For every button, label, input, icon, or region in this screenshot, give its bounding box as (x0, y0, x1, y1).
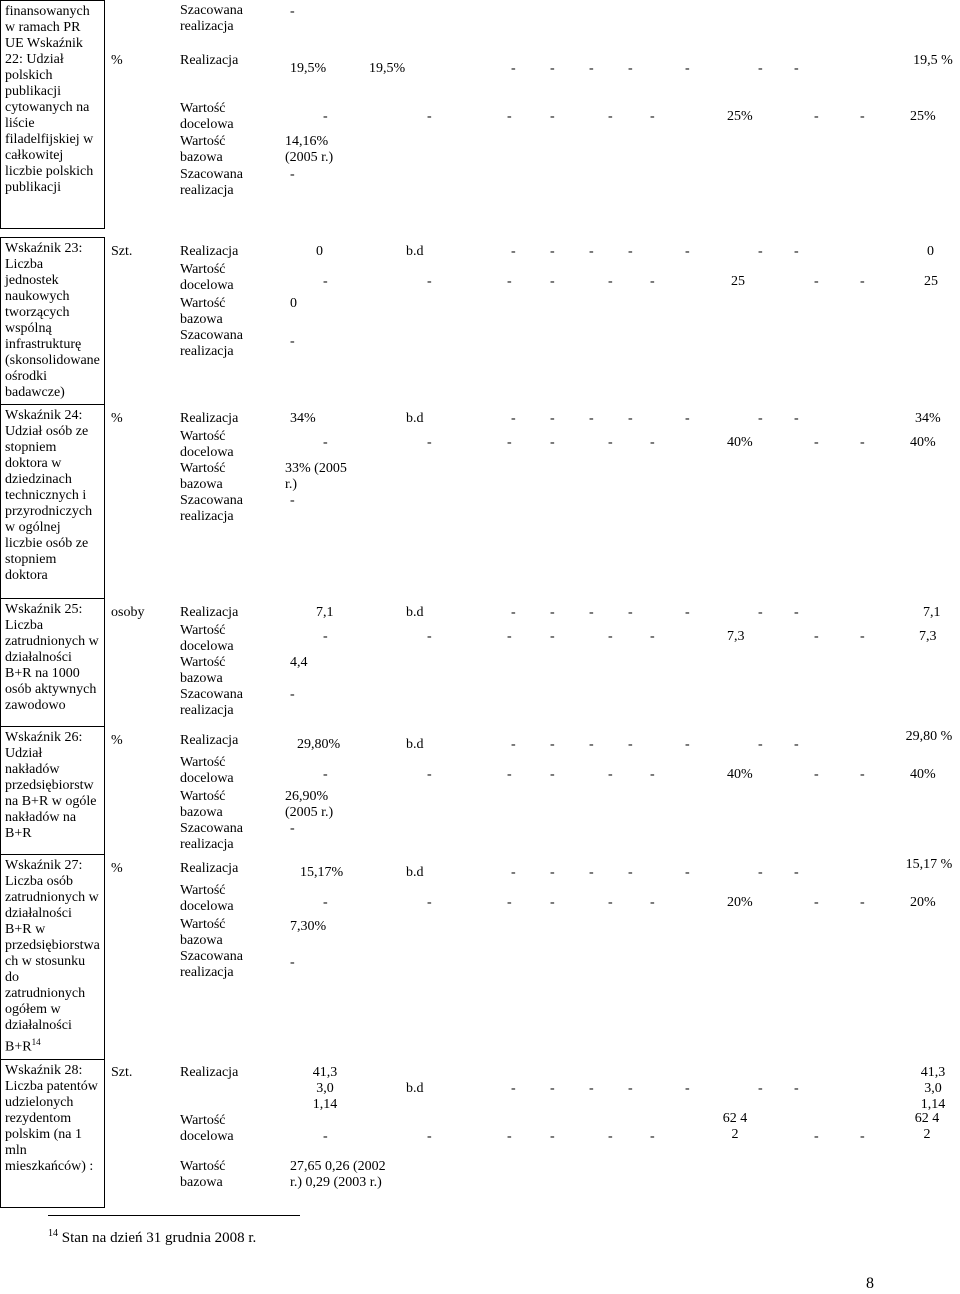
indicator-26-row1-cells: - - - - - - 40% - - (323, 766, 865, 782)
indicator-24-row0-cells: b.d - - - - - - - (406, 410, 799, 426)
indicator-24-row0-v2005: 34% (290, 410, 316, 426)
indicator-28-row1-target-cell: 62 4 2 (722, 1111, 748, 1143)
indicator-25-row1-v2015: 7,3 (919, 628, 937, 644)
indicator-25-label: Wskaźnik 25: Liczba zatrudnionych w działalności B+R na 1000 osób aktywnych zawodowo (1, 599, 105, 727)
indicator-22-row1-type: Realizacja (180, 52, 239, 68)
indicator-22-row0-type: Szacowana realizacja (180, 2, 243, 34)
indicator-28-row1-v2015: 62 4 2 (914, 1111, 940, 1143)
indicator-24-row3-type: Szacowana realizacja (180, 492, 243, 524)
indicator-25-row0-v2015: 7,1 (923, 604, 941, 620)
indicator-24-row1-v2015: 40% (910, 434, 936, 450)
indicator-24-row1-type: Wartość docelowa (180, 428, 234, 460)
indicator-25-row3-v2005: - (290, 686, 295, 702)
indicator-27-row3-type: Szacowana realizacja (180, 948, 243, 980)
indicator-23-values (105, 238, 960, 398)
indicator-24-row0-v2015: 34% (915, 410, 941, 426)
indicator-24-row2-type: Wartość bazowa (180, 460, 226, 492)
indicator-25-row0-v2005: 7,1 (316, 604, 334, 620)
indicator-28-row1-cells: - - - - - - - - (323, 1129, 865, 1145)
indicator-28-row1-type: Wartość docelowa (180, 1113, 234, 1145)
footnote-marker: 14 (48, 1228, 58, 1239)
indicator-22-row2-cells: - - - - - - 25% - - (323, 108, 865, 124)
indicator-28-row0-v2005: 41,3 3,0 1,14 (312, 1065, 338, 1113)
indicator-24-label: Wskaźnik 24: Udział osób ze stopniem doktora w dziedzinach technicznych i przyrodniczych w ogólnej liczbie osób ze stopniem doktora (1, 405, 105, 599)
indicator-26-unit: % (111, 732, 123, 748)
indicator-26-values (105, 727, 960, 855)
indicator-22-row3-type: Wartość bazowa (180, 133, 226, 165)
indicator-27-label (1, 855, 105, 1060)
indicator-22-row4-v2005: - (290, 166, 295, 182)
indicator-24-row3-v2005: - (290, 492, 295, 508)
indicator-table-top (0, 0, 960, 229)
indicator-25-values (105, 599, 960, 727)
indicator-22-row3-v2005: 14,16% (2005 r.) (285, 133, 334, 165)
indicator-28-row0-v2015: 41,3 3,0 1,14 (920, 1065, 946, 1113)
indicator-28-values (105, 1059, 960, 1207)
indicator-26-row3-v2005: - (290, 820, 295, 836)
indicator-22-values (105, 1, 960, 229)
indicator-27-row1-cells: - - - - - - 20% - - (323, 894, 865, 910)
indicator-27-values (105, 855, 960, 1045)
indicator-23-row1-v2015: 25 (924, 273, 938, 289)
indicator-27-row0-cells: b.d - - - - - - - (406, 864, 799, 880)
indicator-28-label: Wskaźnik 28: Liczba patentów udzielonych rezydentom polskim (na 1 mln mieszkańców) : (1, 1059, 105, 1207)
indicator-24-values (105, 405, 960, 599)
indicator-25-row1-cells: - - - - - - 7,3 - - (323, 628, 865, 644)
indicator-28-row2-v2005: 27,65 0,26 (2002 r.) 0,29 (2003 r.) (290, 1159, 386, 1191)
indicator-23-row0-v2005: 0 (316, 243, 323, 259)
indicator-22-row2-type: Wartość docelowa (180, 100, 234, 132)
indicator-22-row2-v2015: 25% (910, 108, 936, 124)
indicator-26-label: Wskaźnik 26: Udział nakładów przedsiębiorstw na B+R w ogóle nakładów na B+R (1, 727, 105, 855)
indicator-27-row1-v2015: 20% (910, 894, 936, 910)
footnote-text: Stan na dzień 31 grudnia 2008 r. (61, 1230, 257, 1246)
indicator-22-row1-v2005: 19,5% (290, 60, 327, 76)
indicator-28-unit: Szt. (111, 1065, 133, 1081)
indicator-24-row0-type: Realizacja (180, 410, 239, 426)
indicator-25-row0-cells: b.d - - - - - - - (406, 604, 799, 620)
indicator-26-row0-v2015: 29,80 % (905, 728, 953, 744)
indicator-26-row2-v2005: 26,90% (2005 r.) (285, 788, 334, 820)
indicator-24-row1-cells: - - - - - - 40% - - (323, 434, 865, 450)
footnote (48, 1226, 256, 1246)
indicator-25-row3-type: Szacowana realizacja (180, 686, 243, 718)
indicator-26-row0-v2005: 29,80% (297, 736, 341, 752)
indicator-27-row3-v2005: - (290, 954, 295, 970)
indicator-23-unit: Szt. (111, 243, 133, 259)
indicator-22-row1-cells: 19,5% - - - - - - - (369, 60, 799, 76)
indicator-22-label: finansowanych w ramach PR UE Wskaźnik 22: Udział polskich publikacji cytowanych na liście filadelfijskiej w całkowitej liczbie polskich publikacji (1, 1, 105, 229)
indicator-27-unit: % (111, 860, 123, 876)
indicator-27-row0-type: Realizacja (180, 860, 239, 876)
indicator-27-label-text: Wskaźnik 27: Liczba osób zatrudnionych w działalności B+R w przedsiębiorstwach w stosunku do zatrudnionych ogółem w działalności B+R (5, 858, 100, 1055)
indicator-23-row0-cells: b.d - - - - - - - (406, 243, 799, 259)
indicator-26-row1-v2015: 40% (910, 766, 936, 782)
indicator-26-row2-type: Wartość bazowa (180, 788, 226, 820)
indicator-23-row1-type: Wartość docelowa (180, 261, 234, 293)
indicator-22-row0-v2005: - (290, 3, 295, 19)
indicator-28-row2-type: Wartość bazowa (180, 1159, 226, 1191)
indicator-27-row0-v2005: 15,17% (300, 864, 344, 880)
indicator-27-footnote-ref: 14 (31, 1037, 41, 1047)
indicator-22-unit: % (111, 52, 123, 68)
indicator-28-row0-type: Realizacja (180, 1065, 239, 1081)
indicator-26-row0-type: Realizacja (180, 732, 239, 748)
indicator-23-row0-v2015: 0 (927, 243, 934, 259)
indicator-26-row1-type: Wartość docelowa (180, 754, 234, 786)
indicator-24-unit: % (111, 410, 123, 426)
indicator-table-main (0, 237, 960, 1208)
indicator-22-row1-v2015: 19,5 % (913, 52, 953, 68)
indicator-26-row0-cells: b.d - - - - - - - (406, 736, 799, 752)
indicator-28-row0-cells: b.d - - - - - - - (406, 1081, 799, 1097)
indicator-27-row0-v2015: 15,17 % (905, 856, 953, 872)
footnote-separator (48, 1215, 300, 1216)
indicator-27-row2-v2005: 7,30% (290, 918, 327, 934)
page-number: 8 (866, 1275, 874, 1292)
indicator-23-row3-v2005: - (290, 333, 295, 349)
indicator-23-row1-cells: - - - - - - 25 - - (323, 273, 865, 289)
indicator-25-row2-v2005: 4,4 (290, 654, 308, 670)
indicator-26-row3-type: Szacowana realizacja (180, 820, 243, 852)
indicator-23-label: Wskaźnik 23: Liczba jednostek naukowych tworzących wspólną infrastrukturę (skonsolidowane ośrodki badawcze) (1, 238, 105, 405)
indicator-25-unit: osoby (111, 604, 145, 620)
indicator-23-row0-type: Realizacja (180, 243, 239, 259)
indicator-25-row2-type: Wartość bazowa (180, 654, 226, 686)
indicator-24-row2-v2005: 33% (2005 r.) (285, 460, 347, 492)
indicator-27-row1-type: Wartość docelowa (180, 882, 234, 914)
indicator-25-row1-type: Wartość docelowa (180, 622, 234, 654)
indicator-22-row4-type: Szacowana realizacja (180, 166, 243, 198)
indicator-25-row0-type: Realizacja (180, 604, 239, 620)
indicator-27-row2-type: Wartość bazowa (180, 916, 226, 948)
indicator-23-row2-type: Wartość bazowa (180, 295, 226, 327)
indicator-23-row2-v2005: 0 (290, 295, 297, 311)
indicator-23-row3-type: Szacowana realizacja (180, 327, 243, 359)
